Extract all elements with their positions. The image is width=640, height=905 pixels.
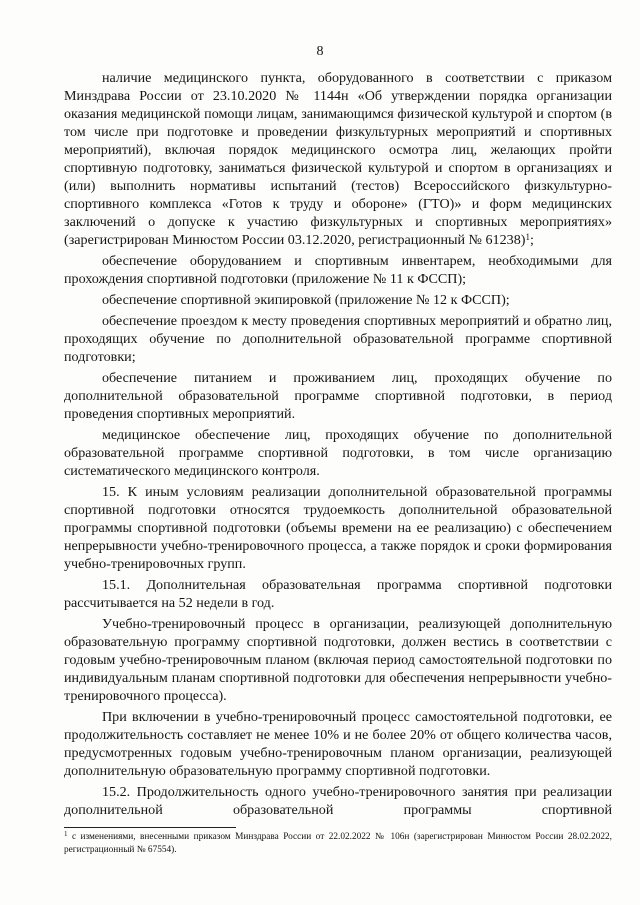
paragraph-food-housing: обеспечение питанием и проживанием лиц, проходящих обучение по дополнительной образовательной программе спортивной подготовки, в период проведения спортивных мероприятий. xyxy=(64,370,612,422)
paragraph-sport-gear: обеспечение спортивной экипировкой (приложение № 12 к ФССП); xyxy=(102,292,510,308)
paragraph-section-15-1: 15.1. Дополнительная образовательная программа спортивной подготовки рассчитывается на 52 недели в год. xyxy=(64,577,612,611)
footnote-mark: 1 xyxy=(64,830,68,838)
paragraph-travel: обеспечение проездом к месту проведения спортивных мероприятий и обратно лиц, проходящих обучение по дополнительной образовательной программе спортивной подготовки; xyxy=(64,313,612,365)
paragraph-medical-point: наличие медицинского пункта, оборудованного в соответствии с приказом Минздрава России от 23.10.2020 № 1144н «Об утверждении порядка организации оказания медицинской помощи лицам, занимающимся физической культурой и спортом (в том числе при подготовке и проведении физкультурных мероприятий и спортивных мероприятий), включая порядок медицинского осмотра лиц, желающих пройти спортивную подготовку, заниматься физической культурой и спортом в организациях и (или) выполнить нормативы испытаний (тестов) Всероссийского физкультурно-спортивного комплекса «Готов к труду и обороне» (ГТО)» и форм медицинских заключений о допуске к участию физкультурных и спортивных мероприятиях» (зарегистрирован Минюстом России 03.12.2020, регистрационный № 61238)$^1$; xyxy=(64,70,612,248)
paragraph-section-15-2: 15.2. Продолжительность одного учебно-тренировочного занятия при реализации дополнительной образовательной программы спортивной xyxy=(64,784,612,818)
paragraph-equipment: обеспечение оборудованием и спортивным инвентарем, необходимыми для прохождения спортивной подготовки (приложение № 11 к ФССП); xyxy=(64,253,612,287)
footnote-text: с изменениями, внесенными приказом Минздрава России от 22.02.2022 № 106н (зарегистрирован Минюстом России 28.02.2022, регистрационный № 67554). xyxy=(64,832,612,855)
document-body xyxy=(64,69,612,819)
footnote xyxy=(64,831,612,857)
paragraph-medical-support: медицинское обеспечение лиц, проходящих обучение по дополнительной образовательной программе спортивной подготовки, в том числе организацию систематического медицинского контроля. xyxy=(64,427,612,479)
paragraph-section-15: 15. К иным условиям реализации дополнительной образовательной программы спортивной подготовки относятся трудоемкость дополнительной образовательной программы спортивной подготовки (объемы времени на ее реализацию) с обеспечением непрерывности учебно-тренировочного процесса, а также порядок и сроки формирования учебно-тренировочных групп. xyxy=(64,484,612,572)
footnote-reference: 1 xyxy=(525,232,530,242)
paragraph-text: наличие медицинского пункта, оборудованного в соответствии с приказом Минздрава России от 23.10.2020 № 1144н «Об утверждении порядка организации оказания медицинской помощи лицам, занимающимся физической культурой и спортом (в том числе при подготовке и проведении физкультурных мероприятий и спортивных мероприятий), включая порядок медицинского осмотра лиц, желающих пройти спортивную подготовку, заниматься физической культурой и спортом в организациях и (или) выполнить нормативы испытаний (тестов) Всероссийского физкультурно-спортивного комплекса «Готов к труду и обороне» (ГТО)» и форм медицинских заключений о допуске к участию физкультурных и спортивных мероприятиях» (зарегистрирован Минюстом России 03.12.2020, регистрационный № 61238) xyxy=(64,70,612,248)
paragraph-self-training: При включении в учебно-тренировочный процесс самостоятельной подготовки, ее продолжительность составляет не менее 10% и не более 20% от общего количества часов, предусмотренных годовым учебно-тренировочным планом организации, реализующей дополнительную образовательную программу спортивной подготовки. xyxy=(64,709,612,779)
footnote-divider xyxy=(64,827,236,828)
page-number: 8 xyxy=(316,44,324,59)
paragraph-training-process: Учебно-тренировочный процесс в организации, реализующей дополнительную образовательную программу спортивной подготовки, должен вестись в соответствии с годовым учебно-тренировочным планом (включая период самостоятельной подготовки по индивидуальным планам спортивной подготовки для обеспечения непрерывности учебно-тренировочного процесса). xyxy=(64,616,612,704)
